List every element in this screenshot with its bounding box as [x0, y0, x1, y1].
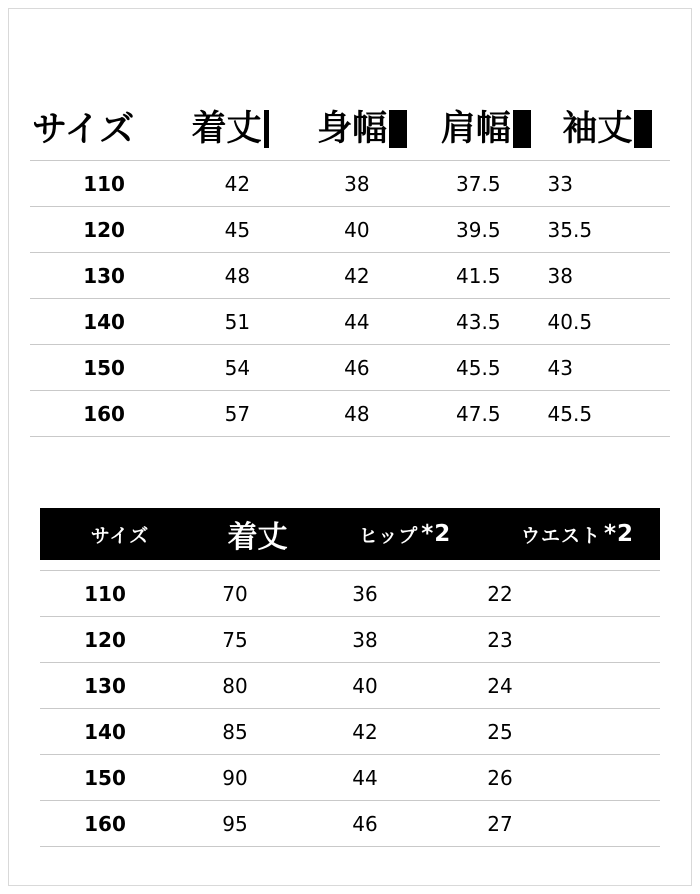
divider-bar-icon: [634, 110, 652, 148]
table-row: [40, 663, 660, 709]
cell-waist: 26: [487, 765, 513, 790]
cell-waist: 22: [487, 581, 513, 606]
tops-table-header-row: [30, 100, 670, 148]
cell-length: 45: [224, 217, 251, 242]
tops-header-size: サイズ: [32, 110, 135, 150]
cell-length: 90: [222, 765, 248, 790]
cell-length: 85: [222, 719, 248, 744]
cell-chest: 46: [344, 355, 370, 380]
cell-sleeve: 38: [547, 263, 573, 288]
cell-size: 150: [83, 355, 125, 380]
table-row: [30, 391, 670, 437]
cell-size: 130: [84, 673, 126, 698]
cell-chest: 40: [344, 217, 370, 242]
divider-bar-icon: [389, 110, 407, 148]
cell-length: 54: [224, 355, 251, 380]
cell-sleeve: 35.5: [547, 217, 593, 242]
bottoms-header-hip-multiplier: *2: [421, 521, 452, 547]
cell-sleeve: 40.5: [547, 309, 593, 334]
cell-hip: 46: [352, 811, 378, 836]
table-row: [40, 617, 660, 663]
bottoms-header-waist-multiplier: *2: [603, 521, 635, 547]
cell-shoulder: 43.5: [456, 309, 501, 334]
tops-header-shoulder: 肩幅: [440, 108, 511, 149]
cell-chest: 42: [344, 263, 370, 288]
cell-sleeve: 45.5: [547, 401, 593, 426]
cell-size: 120: [83, 217, 125, 242]
cell-length: 51: [224, 309, 251, 334]
cell-length: 95: [222, 811, 248, 836]
table-row: [40, 755, 660, 801]
cell-length: 48: [224, 263, 251, 288]
cell-chest: 48: [344, 401, 370, 426]
tops-size-table: [30, 100, 670, 437]
cell-shoulder: 41.5: [456, 263, 501, 288]
bottoms-table-body: [40, 570, 660, 847]
table-row: [30, 207, 670, 253]
cell-size: 160: [83, 401, 125, 426]
tops-header-sleeve: 袖丈: [562, 108, 633, 149]
table-row: [30, 345, 670, 391]
cell-hip: 38: [352, 627, 378, 652]
cell-waist: 25: [487, 719, 513, 744]
cell-size: 140: [84, 719, 126, 744]
cell-length: 70: [222, 581, 248, 606]
cell-size: 130: [83, 263, 125, 288]
cell-size: 110: [84, 581, 126, 606]
cell-waist: 24: [487, 673, 513, 698]
cell-waist: 27: [487, 811, 513, 836]
table-row: [40, 801, 660, 847]
cell-shoulder: 37.5: [456, 171, 501, 196]
tops-header-length: 着丈: [191, 108, 262, 149]
cell-length: 57: [224, 401, 251, 426]
cell-length: 80: [222, 673, 248, 698]
cell-size: 140: [83, 309, 125, 334]
bottoms-header-waist: ウエスト: [520, 524, 601, 547]
cell-size: 110: [83, 171, 125, 196]
cell-length: 75: [222, 627, 248, 652]
cell-chest: 44: [344, 309, 370, 334]
cell-hip: 40: [352, 673, 378, 698]
cell-shoulder: 45.5: [456, 355, 501, 380]
table-row: [30, 253, 670, 299]
bottoms-size-table: [40, 508, 660, 847]
cell-waist: 23: [487, 627, 513, 652]
cell-sleeve: 33: [547, 171, 573, 196]
table-row: [30, 299, 670, 345]
cell-shoulder: 47.5: [456, 401, 501, 426]
cell-size: 150: [84, 765, 126, 790]
cell-hip: 44: [352, 765, 378, 790]
bottoms-table-header-row: [40, 508, 660, 560]
table-row: [40, 709, 660, 755]
cell-chest: 38: [344, 171, 370, 196]
table-row: [40, 570, 660, 617]
bottoms-header-length: 着丈: [227, 520, 288, 555]
bottoms-header-size: サイズ: [90, 524, 150, 547]
cell-length: 42: [224, 171, 251, 196]
cell-size: 160: [84, 811, 126, 836]
cell-sleeve: 43: [547, 355, 573, 380]
cell-size: 120: [84, 627, 126, 652]
bottoms-header-hip: ヒップ: [358, 524, 419, 547]
divider-bar-icon: [513, 110, 531, 148]
tops-table-body: [30, 160, 670, 437]
cell-hip: 42: [352, 719, 378, 744]
tops-header-chest: 身幅: [317, 108, 388, 149]
cell-hip: 36: [352, 581, 378, 606]
divider-bar-icon: [264, 110, 269, 148]
cell-shoulder: 39.5: [456, 217, 501, 242]
table-row: [30, 160, 670, 207]
